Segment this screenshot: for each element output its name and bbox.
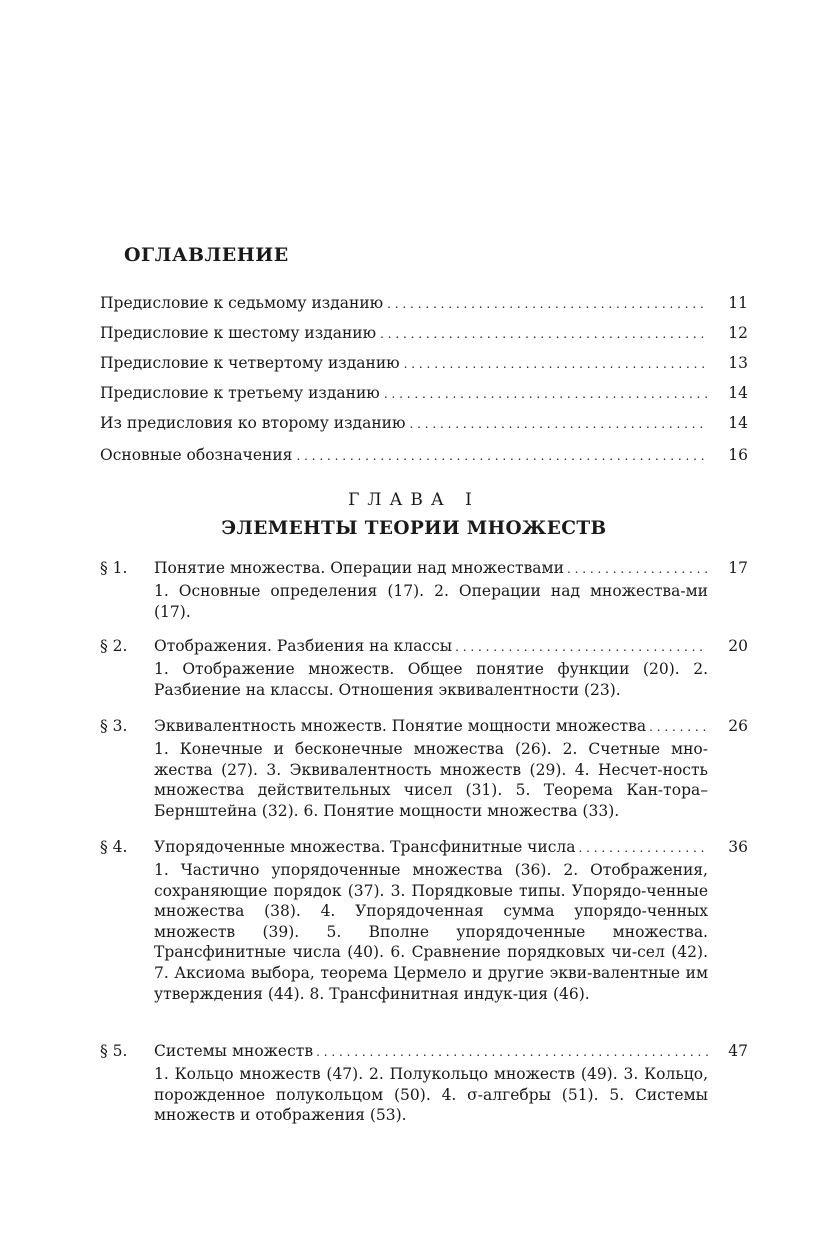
toc-entry-page: 14 (728, 414, 748, 432)
toc-entry[interactable] (100, 414, 748, 436)
toc-section[interactable] (100, 838, 748, 1004)
section-number: § 5. (100, 1042, 128, 1060)
toc-entry[interactable] (100, 324, 748, 346)
section-title: Понятие множества. Операции над множествами (154, 559, 564, 577)
toc-section[interactable] (100, 637, 748, 700)
toc-entry-page: 11 (728, 294, 748, 312)
section-number: § 3. (100, 717, 128, 735)
toc-entry-title: Предисловие к четвертому изданию (100, 354, 400, 372)
toc-entry-page: 14 (728, 384, 748, 402)
leader-dots (567, 562, 708, 576)
leader-dots (296, 449, 708, 463)
section-page: 17 (728, 559, 748, 577)
toc-entry-page: 13 (728, 354, 748, 372)
leader-dots (404, 357, 708, 371)
section-title: Системы множеств (154, 1042, 314, 1060)
leader-dots (387, 297, 708, 311)
section-page: 26 (728, 717, 748, 735)
leader-dots (649, 720, 708, 734)
section-subsections: 1. Отображение множеств. Общее понятие функции (20). 2. Разбиение на классы. Отношения эквивалентности (23). (154, 660, 708, 699)
toc-section[interactable] (100, 559, 748, 622)
toc-entry-title: Из предисловия ко второму изданию (100, 414, 406, 432)
toc-entry-title: Основные обозначения (100, 446, 293, 464)
section-title: Отображения. Разбиения на классы (154, 637, 453, 655)
toc-entry[interactable] (100, 384, 748, 406)
section-number: § 4. (100, 838, 128, 856)
leader-dots (579, 841, 708, 855)
toc-section[interactable] (100, 1042, 748, 1126)
section-title: Эквивалентность множеств. Понятие мощности множества (154, 717, 647, 735)
section-subsections: 1. Кольцо множеств (47). 2. Полукольцо множеств (49). 3. Кольцо, порожденное полукольцом (50). 4. σ-алгебры (51). 5. Системы множеств и отображения (53). (154, 1065, 708, 1125)
section-subsections: 1. Частично упорядоченные множества (36). 2. Отображения, сохраняющие порядок (37). 3. Порядковые типы. Упорядо-ченные множества (38). 4. Упорядоченная сумма упорядо-ченных множеств (39). 5. Вполне упорядоченные множества. Трансфинитные числа (40). 6. Сравнение порядковых чи-сел (42). 7. Аксиома выбора, теорема Цермело и другие экви-валентные им утверждения (44). 8. Трансфинитная индук-ция (46). (154, 861, 708, 1003)
toc-entry-page: 16 (728, 446, 748, 464)
chapter-title: ЭЛЕМЕНТЫ ТЕОРИИ МНОЖЕСТВ (221, 518, 607, 539)
leader-dots (384, 387, 708, 401)
leader-dots (409, 417, 708, 431)
page-heading: ОГЛАВЛЕНИЕ (124, 244, 289, 266)
toc-entry-page: 12 (728, 324, 748, 342)
leader-dots (316, 1045, 708, 1059)
section-title: Упорядоченные множества. Трансфинитные числа (154, 838, 576, 856)
toc-entry-title: Предисловие к третьему изданию (100, 384, 380, 402)
toc-entry[interactable] (100, 354, 748, 376)
toc-entry-title: Предисловие к шестому изданию (100, 324, 377, 342)
section-page: 36 (728, 838, 748, 856)
toc-entry[interactable] (100, 446, 748, 468)
section-number: § 2. (100, 637, 128, 655)
toc-section[interactable] (100, 717, 748, 821)
section-subsections: 1. Конечные и бесконечные множества (26). 2. Счетные мно-жества (27). 3. Эквивалентность множеств (29). 4. Несчет-ность множества действительных чисел (31). 5. Теорема Кан-тора–Бернштейна (32). 6. Понятие мощности множества (33). (154, 740, 708, 820)
section-subsections: 1. Основные определения (17). 2. Операции над множества-ми (17). (154, 582, 708, 621)
leader-dots (455, 640, 708, 654)
chapter-label: ГЛАВА I (348, 490, 480, 510)
toc-entry[interactable] (100, 294, 748, 316)
toc-entry-title: Предисловие к седьмому изданию (100, 294, 384, 312)
section-number: § 1. (100, 559, 128, 577)
section-page: 20 (728, 637, 748, 655)
section-page: 47 (728, 1042, 748, 1060)
leader-dots (380, 327, 708, 341)
